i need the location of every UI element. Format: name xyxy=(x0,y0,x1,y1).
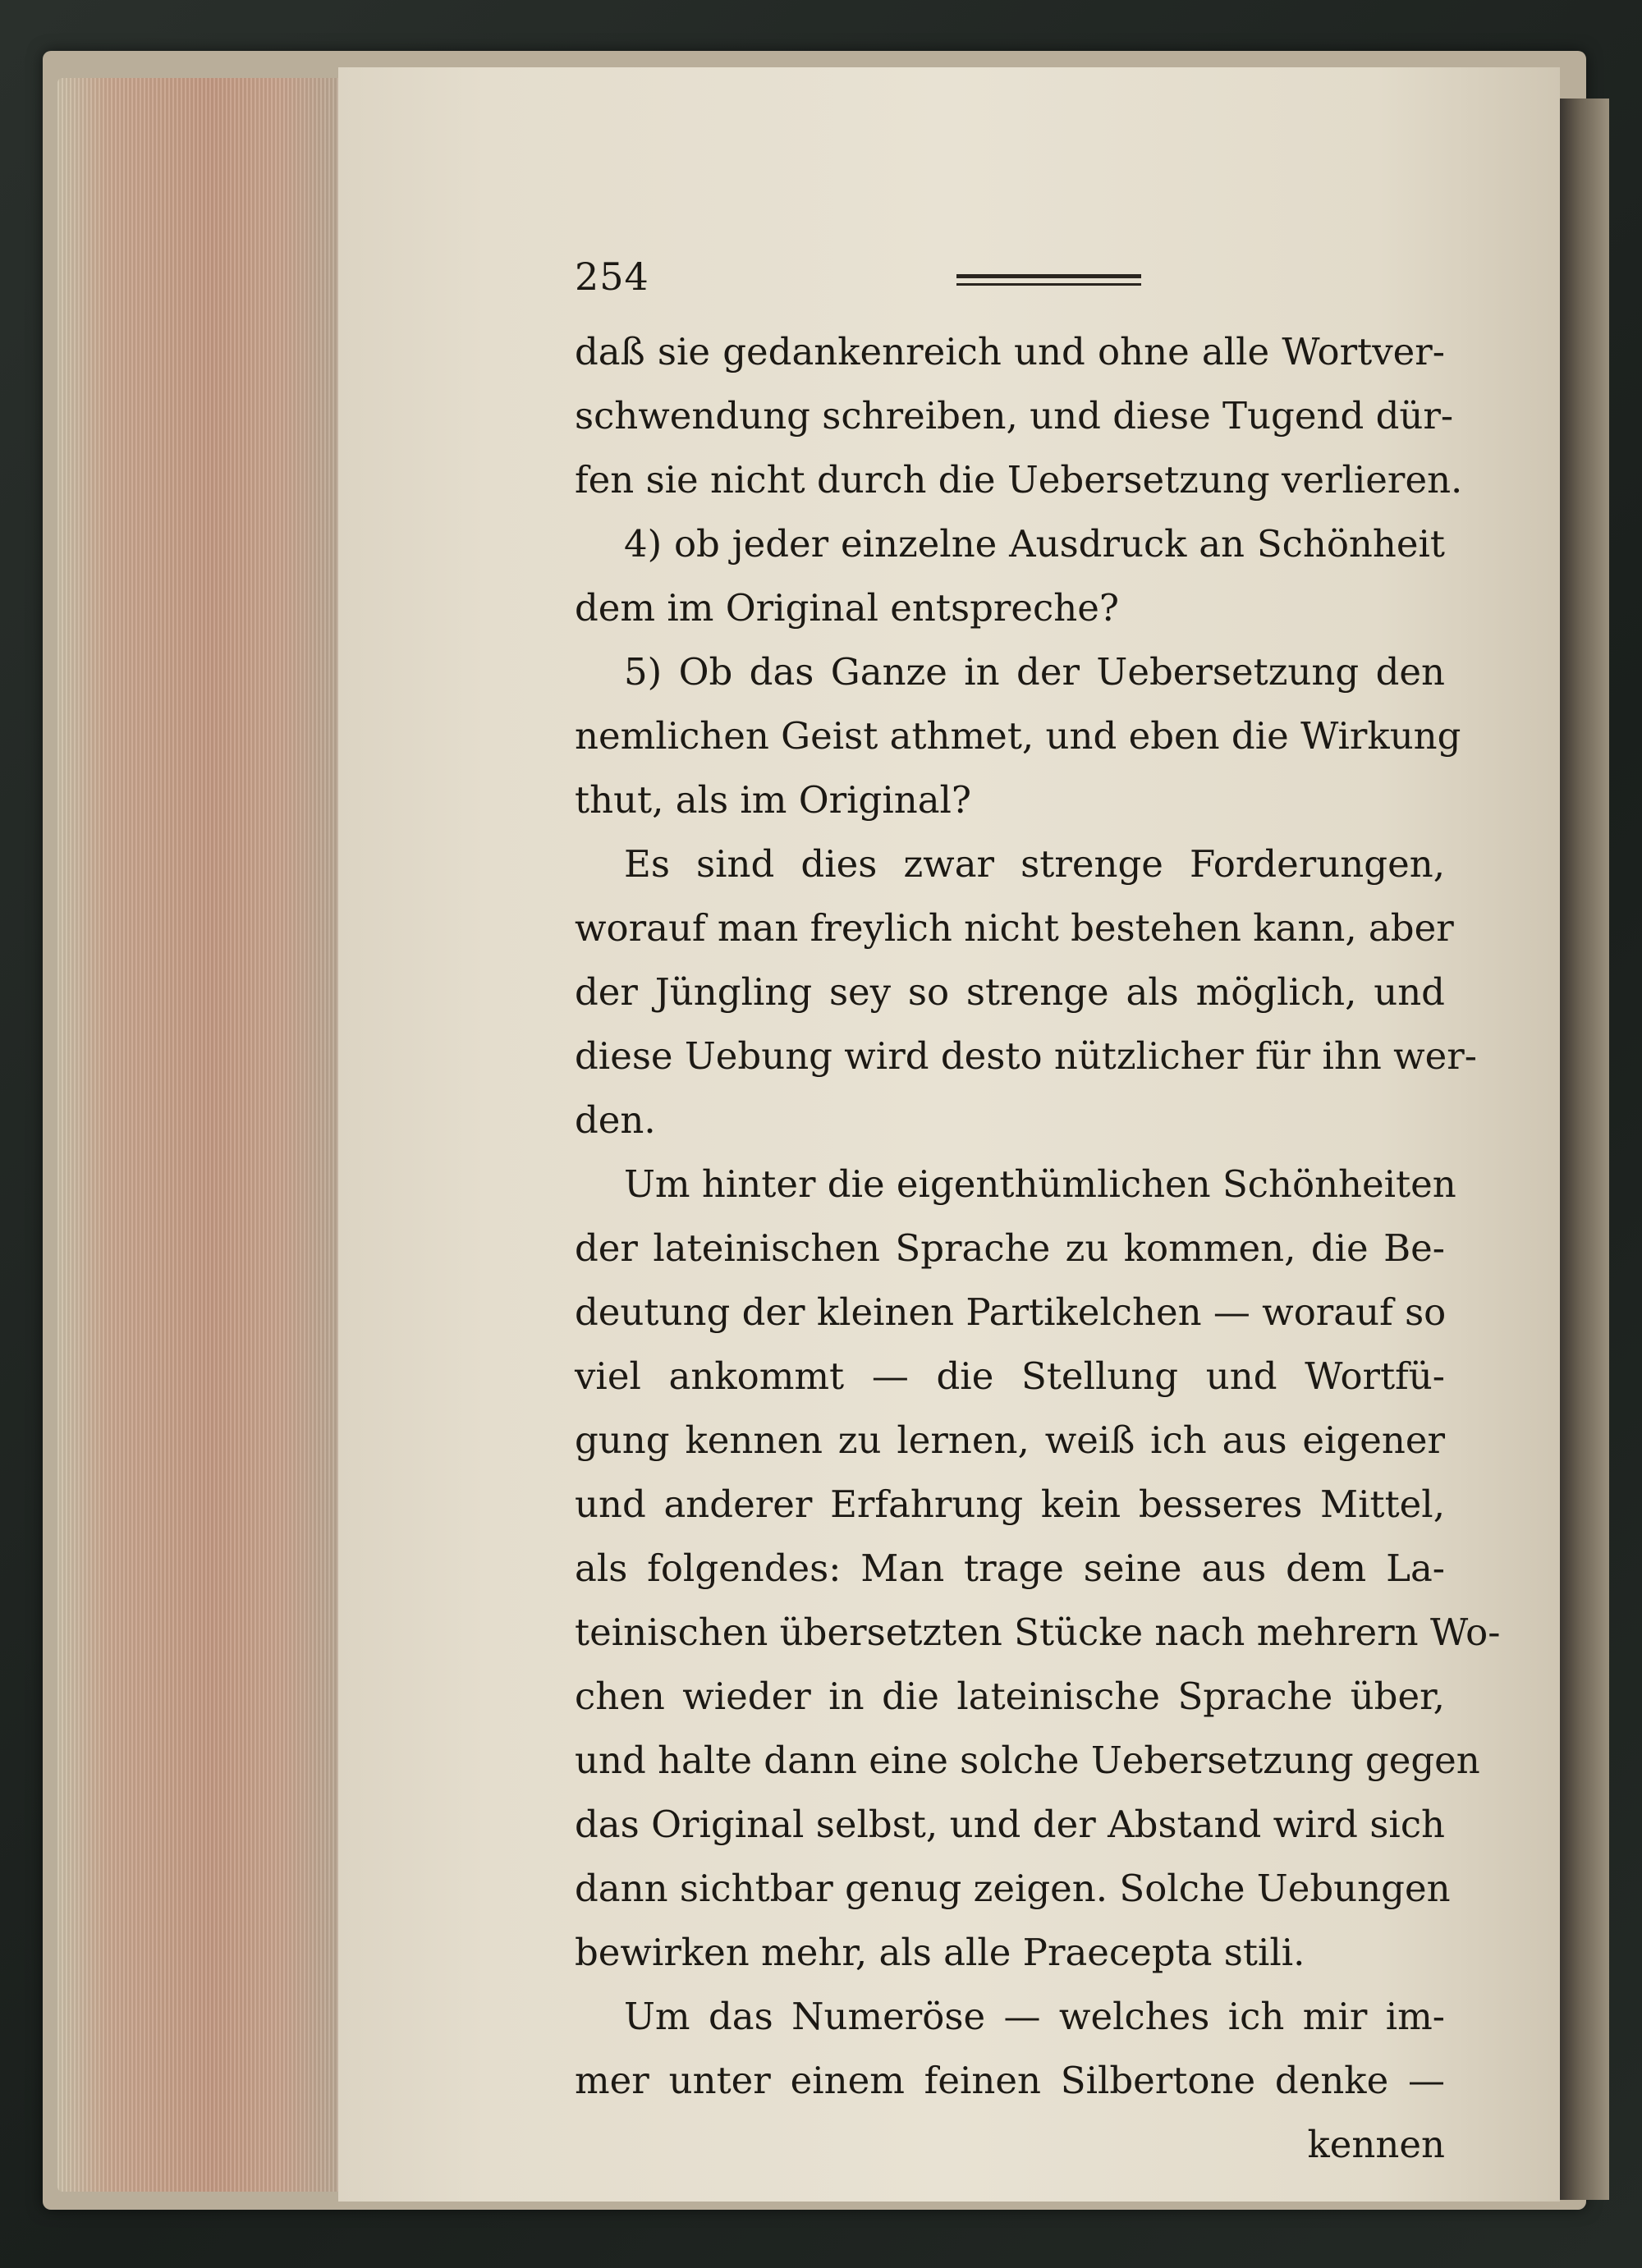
text-line: 4) ob jeder einzelne Ausdruck an Schönheit xyxy=(624,522,1445,566)
text-line: als folgendes: Man trage seine aus dem La- xyxy=(575,1546,1445,1590)
text-line: mer unter einem feinen Silbertone denke — xyxy=(575,2059,1445,2102)
page-number: 254 xyxy=(575,254,649,299)
text-line: und anderer Erfahrung kein besseres Mittel, xyxy=(575,1482,1445,1526)
header-rule xyxy=(956,274,1141,289)
text-line: Um das Numeröse — welches ich mir im- xyxy=(624,1995,1445,2038)
text-line: viel ankommt — die Stellung und Wortfü- xyxy=(575,1354,1445,1398)
text-line: nemlichen Geist athmet, und eben die Wirkung xyxy=(575,714,1461,758)
text-line: thut, als im Original? xyxy=(575,778,972,822)
text-line: dann sichtbar genug zeigen. Solche Uebungen xyxy=(575,1867,1451,1910)
text-line: daß sie gedankenreich und ohne alle Wortver- xyxy=(575,330,1445,373)
text-line: der Jüngling sey so strenge als möglich, und xyxy=(575,970,1445,1014)
text-line: worauf man freylich nicht bestehen kann, aber xyxy=(575,906,1454,950)
text-line: 5) Ob das Ganze in der Uebersetzung den xyxy=(624,650,1445,694)
text-line: schwendung schreiben, und diese Tugend dür- xyxy=(575,394,1454,438)
text-line: Um hinter die eigenthümlichen Schönheiten xyxy=(624,1162,1456,1206)
text-line: teinischen übersetzten Stücke nach mehrern Wo- xyxy=(575,1611,1501,1654)
text-line: bewirken mehr, als alle Praecepta stili. xyxy=(575,1931,1305,1974)
gutter-shadow xyxy=(1560,99,1609,2200)
page-header xyxy=(575,254,1445,320)
text-line: deutung der kleinen Partikelchen — worauf so xyxy=(575,1290,1447,1334)
text-line: gung kennen zu lernen, weiß ich aus eigener xyxy=(575,1418,1445,1462)
text-line: der lateinischen Sprache zu kommen, die Be- xyxy=(575,1226,1445,1270)
text-line: den. xyxy=(575,1098,656,1142)
text-line: und halte dann eine solche Uebersetzung gegen xyxy=(575,1739,1480,1782)
text-line: diese Uebung wird desto nützlicher für ihn wer- xyxy=(575,1034,1477,1078)
text-line: das Original selbst, und der Abstand wird sich xyxy=(575,1803,1445,1846)
text-line: fen sie nicht durch die Uebersetzung verlieren. xyxy=(575,458,1463,502)
page-edges xyxy=(57,78,338,2192)
catchword: kennen xyxy=(1307,2123,1445,2166)
text-line: Es sind dies zwar strenge Forderungen, xyxy=(624,842,1445,886)
text-line: chen wieder in die lateinische Sprache über, xyxy=(575,1675,1445,1718)
text-line: dem im Original entspreche? xyxy=(575,586,1119,630)
page-content xyxy=(575,254,1501,2177)
